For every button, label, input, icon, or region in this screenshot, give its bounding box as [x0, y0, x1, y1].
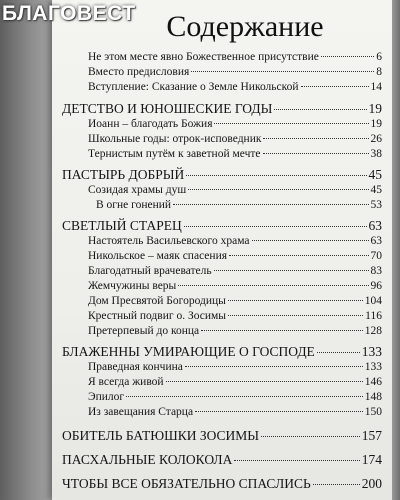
toc-page-number: 174 — [361, 452, 382, 467]
toc-entry-title: Эпилог — [88, 391, 125, 403]
toc-entry — [62, 234, 382, 249]
leader-dots — [234, 460, 359, 461]
toc-entry — [62, 249, 382, 264]
leader-dots — [214, 270, 369, 271]
toc-entry-title: Дом Пресвятой Богородицы — [88, 295, 226, 307]
toc-page-number: 53 — [370, 199, 382, 211]
toc-page-number: 63 — [370, 235, 382, 247]
leader-dots — [252, 240, 369, 241]
toc-entry — [62, 279, 382, 294]
toc-entry — [62, 198, 382, 213]
toc-entry — [62, 264, 382, 279]
toc-page-number: 83 — [370, 265, 382, 277]
leader-dots — [201, 330, 363, 331]
section-title: ПАСХАЛЬНЫЕ КОЛОКОЛА — [62, 452, 233, 467]
leader-dots — [321, 56, 374, 57]
toc-entry-title: Претерпевый до конца — [88, 325, 200, 337]
leader-dots — [195, 411, 363, 412]
leader-dots — [313, 484, 360, 485]
toc-entry — [62, 375, 382, 390]
toc-entry-title: Созидая храмы душ — [88, 184, 187, 196]
toc-entry-title: Не этом месте явно Божественное присутствие — [88, 51, 319, 63]
leader-dots — [126, 396, 363, 397]
toc-entry — [62, 324, 382, 339]
leader-dots — [191, 71, 374, 72]
toc-entry-title: Вместо предисловия — [88, 66, 190, 78]
toc-page-number: 150 — [364, 406, 382, 418]
leader-dots — [274, 109, 366, 110]
toc-page-number: 157 — [361, 428, 382, 443]
toc-entry — [62, 132, 382, 147]
toc-section-heading — [62, 427, 382, 444]
toc-page-number: 96 — [370, 280, 382, 292]
leader-dots — [188, 189, 368, 190]
toc-page-number: 116 — [365, 310, 382, 322]
toc-entry — [62, 309, 382, 324]
toc-entry — [62, 405, 382, 420]
toc-entry-title: Я всегда живой — [88, 376, 164, 388]
toc-entry-title: Иоанн – благодать Божия — [88, 118, 213, 130]
toc-page-number: 19 — [370, 118, 382, 130]
toc-section-heading — [62, 167, 382, 183]
toc-section-heading — [62, 475, 382, 492]
toc-page-number: 200 — [361, 476, 382, 491]
toc-entry — [62, 117, 382, 132]
section-title: БЛАЖЕННЫ УМИРАЮЩИЕ О ГОСПОДЕ — [62, 344, 315, 359]
leader-dots — [178, 285, 368, 286]
section-title: ПАСТЫРЬ ДОБРЫЙ — [62, 167, 185, 182]
toc-page-number: 148 — [364, 391, 382, 403]
toc-page-number: 70 — [370, 250, 382, 262]
toc-entry-title: Настоятель Васильевского храма — [88, 235, 250, 247]
toc-entry-title: Жемчужины веры — [88, 280, 177, 292]
toc-page-number: 133 — [361, 344, 382, 359]
toc-entry-title: Школьные годы: отрок-исповедник — [88, 133, 262, 145]
toc-entry — [62, 50, 382, 65]
toc-page-number: 63 — [368, 218, 382, 233]
page-title: Содержание — [166, 10, 324, 43]
toc-page-number: 8 — [376, 66, 382, 78]
table-of-contents — [62, 50, 382, 492]
section-title: ЧТОБЫ ВСЕ ОБЯЗАТЕЛЬНО СПАСЛИСЬ — [62, 476, 311, 491]
toc-page-number: 38 — [370, 148, 382, 160]
leader-dots — [228, 315, 363, 316]
leader-dots — [173, 204, 368, 205]
leader-dots — [229, 255, 368, 256]
toc-page-number: 45 — [368, 167, 382, 182]
toc-page-number: 128 — [364, 325, 382, 337]
watermark-logo: БЛАГОВЕСТ — [2, 2, 136, 25]
toc-page-number: 45 — [370, 184, 382, 196]
toc-entry — [62, 183, 382, 198]
toc-entry-title: Никольское – маяк спасения — [88, 250, 228, 262]
section-title: СВЕТЛЫЙ СТАРЕЦ — [62, 218, 182, 233]
toc-page-number: 19 — [368, 101, 382, 116]
toc-page-number: 104 — [364, 295, 382, 307]
toc-entry — [62, 147, 382, 162]
toc-page-number: 6 — [376, 51, 382, 63]
leader-dots — [317, 352, 360, 353]
toc-page-number: 146 — [364, 376, 382, 388]
toc-entry — [62, 390, 382, 405]
toc-section-heading — [62, 101, 382, 117]
toc-section-heading — [62, 344, 382, 360]
leader-dots — [185, 366, 363, 367]
left-page-edge — [0, 0, 58, 500]
leader-dots — [263, 138, 368, 139]
toc-page-number: 14 — [370, 81, 382, 93]
toc-section-heading — [62, 218, 382, 234]
leader-dots — [186, 175, 366, 176]
toc-entry-title: Вступление: Сказание о Земле Никольской — [88, 81, 299, 93]
toc-entry-title: В огне гонений — [96, 199, 172, 211]
toc-entry-title: Праведная кончина — [88, 361, 183, 373]
leader-dots — [214, 123, 368, 124]
right-page-edge — [392, 0, 400, 500]
toc-entry-title: Крестный подвиг о. Зосимы — [88, 310, 227, 322]
toc-page-number: 26 — [370, 133, 382, 145]
toc-entry-title: Тернистым путём к заветной мечте — [88, 148, 261, 160]
toc-entry — [62, 65, 382, 80]
toc-section-heading — [62, 451, 382, 468]
toc-page-number: 133 — [364, 361, 382, 373]
leader-dots — [261, 436, 360, 437]
leader-dots — [301, 86, 369, 87]
toc-entry-title: Благодатный врачеватель — [88, 265, 212, 277]
toc-entry — [62, 360, 382, 375]
leader-dots — [228, 300, 363, 301]
toc-entry — [62, 80, 382, 95]
leader-dots — [263, 153, 369, 154]
leader-dots — [166, 381, 363, 382]
toc-entry — [62, 294, 382, 309]
leader-dots — [184, 226, 367, 227]
section-title: ДЕТСТВО И ЮНОШЕСКИЕ ГОДЫ — [62, 101, 273, 116]
section-title: ОБИТЕЛЬ БАТЮШКИ ЗОСИМЫ — [62, 428, 260, 443]
toc-entry-title: Из завещания Старца — [88, 406, 194, 418]
